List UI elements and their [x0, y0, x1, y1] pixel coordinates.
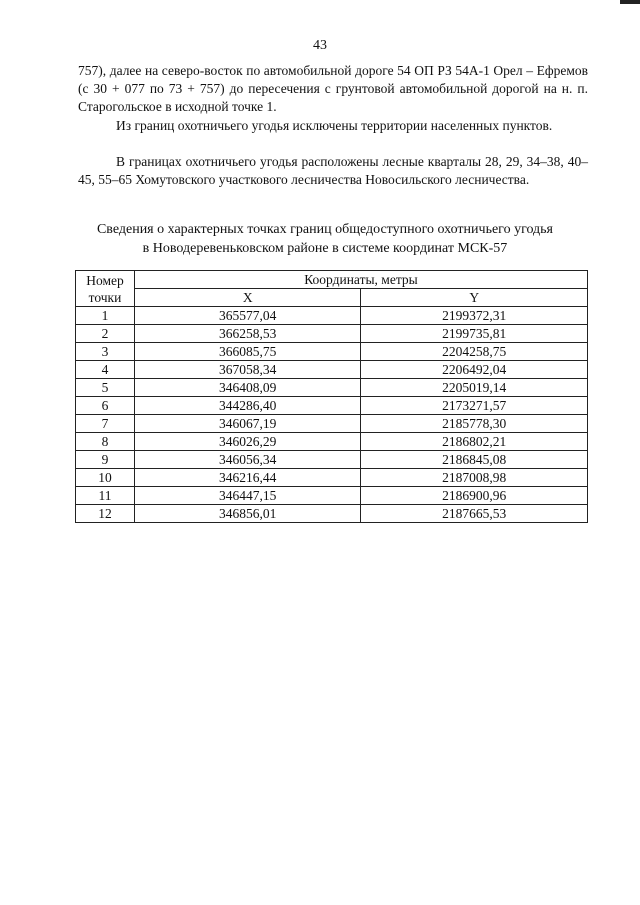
point-number-cell: 7	[76, 415, 135, 433]
coordinates-table	[75, 270, 588, 523]
table-row	[76, 325, 588, 343]
paragraph-route: 757), далее на северо-восток по автомобильной дороге 54 ОП РЗ 54А-1 Орел – Ефремов (с 30 + 077 по 73 + 757) до пересечения с грунтовой автомобильной дорогой на н. п. Старогольское в исходной точке 1.	[78, 63, 588, 114]
table-body	[76, 307, 588, 523]
table-row	[76, 361, 588, 379]
x-coordinate-cell: 344286,40	[134, 397, 361, 415]
y-coordinate-cell: 2185778,30	[361, 415, 588, 433]
x-coordinate-cell: 366258,53	[134, 325, 361, 343]
point-number-cell: 4	[76, 361, 135, 379]
x-coordinate-cell: 346408,09	[134, 379, 361, 397]
table-subheader-row	[76, 289, 588, 307]
x-coordinate-cell: 346856,01	[134, 505, 361, 523]
table-row	[76, 433, 588, 451]
point-number-header	[76, 271, 135, 307]
point-number-cell: 2	[76, 325, 135, 343]
table-row	[76, 307, 588, 325]
point-number-cell: 12	[76, 505, 135, 523]
point-number-cell: 5	[76, 379, 135, 397]
table-caption	[60, 220, 590, 258]
table-row	[76, 379, 588, 397]
x-coordinate-cell: 346216,44	[134, 469, 361, 487]
page-number: 43	[313, 38, 327, 53]
point-number-cell: 8	[76, 433, 135, 451]
point-number-cell: 10	[76, 469, 135, 487]
point-number-header-line-2: точки	[88, 289, 122, 305]
y-coordinate-cell: 2206492,04	[361, 361, 588, 379]
scan-corner-mark	[620, 0, 640, 4]
x-coordinate-cell: 346067,19	[134, 415, 361, 433]
y-coordinate-cell: 2186845,08	[361, 451, 588, 469]
y-coordinate-cell: 2186802,21	[361, 433, 588, 451]
point-number-header-line-1: Номер	[86, 272, 124, 288]
y-coordinate-cell: 2187665,53	[361, 505, 588, 523]
coordinates-header: Координаты, метры	[134, 271, 587, 289]
table-row	[76, 415, 588, 433]
y-coordinate-cell: 2187008,98	[361, 469, 588, 487]
table-header-row	[76, 271, 588, 289]
x-coordinate-cell: 346056,34	[134, 451, 361, 469]
table-caption-line-1: Сведения о характерных точках границ общедоступного охотничьего угодья	[96, 222, 554, 237]
y-coordinate-cell: 2199372,31	[361, 307, 588, 325]
point-number-cell: 11	[76, 487, 135, 505]
y-coordinate-cell: 2186900,96	[361, 487, 588, 505]
paragraph-exclusions: Из границ охотничьего угодья исключены территории населенных пунктов.	[116, 118, 553, 133]
y-column-header: Y	[361, 289, 588, 307]
point-number-cell: 1	[76, 307, 135, 325]
table-row	[76, 469, 588, 487]
y-coordinate-cell: 2205019,14	[361, 379, 588, 397]
x-coordinate-cell: 346026,29	[134, 433, 361, 451]
x-coordinate-cell: 365577,04	[134, 307, 361, 325]
table-row	[76, 487, 588, 505]
table-row	[76, 343, 588, 361]
x-column-header: X	[134, 289, 361, 307]
y-coordinate-cell: 2173271,57	[361, 397, 588, 415]
point-number-cell: 6	[76, 397, 135, 415]
x-coordinate-cell: 346447,15	[134, 487, 361, 505]
table-row	[76, 397, 588, 415]
table-row	[76, 505, 588, 523]
x-coordinate-cell: 366085,75	[134, 343, 361, 361]
x-coordinate-cell: 367058,34	[134, 361, 361, 379]
y-coordinate-cell: 2204258,75	[361, 343, 588, 361]
paragraph-forest-blocks: В границах охотничьего угодья расположены лесные кварталы 28, 29, 34–38, 40–45, 55–65 Хомутовского участкового лесничества Новосильского лесничества.	[78, 154, 588, 187]
point-number-cell: 9	[76, 451, 135, 469]
point-number-cell: 3	[76, 343, 135, 361]
table-row	[76, 451, 588, 469]
table-caption-line-2: в Новодеревеньковском районе в системе координат МСК-57	[142, 241, 508, 256]
y-coordinate-cell: 2199735,81	[361, 325, 588, 343]
